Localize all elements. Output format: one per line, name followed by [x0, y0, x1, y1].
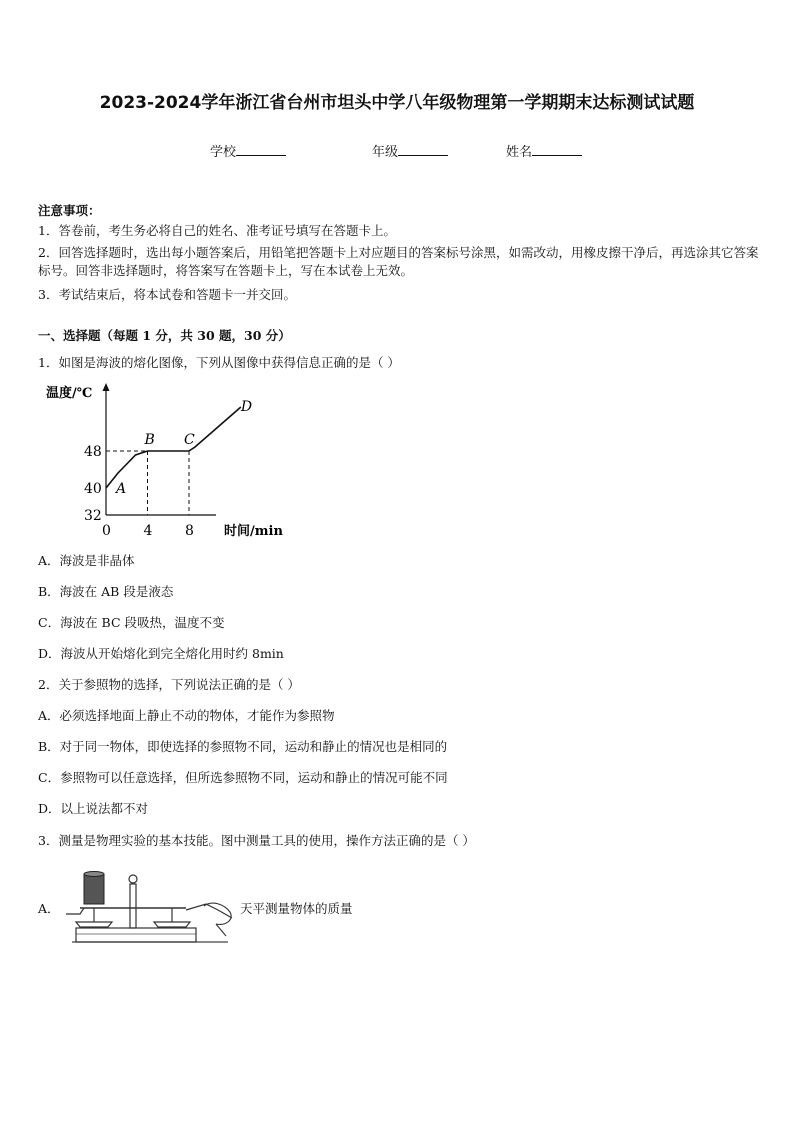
x-tick-label: 0 [102, 523, 111, 539]
x-tick-label: 8 [185, 523, 194, 539]
point-label-a: A [116, 481, 127, 497]
y-axis-arrow [103, 383, 110, 391]
y-tick-label: 40 [84, 481, 102, 497]
question-2-option-b: B．对于同一物体，即使选择的参照物不同，运动和静止的情况也是相同的 [38, 739, 448, 754]
question-3-option-a-caption: 天平测量物体的质量 [240, 901, 353, 916]
grade-field [372, 141, 448, 160]
tick-labels [84, 444, 194, 539]
school-label: 学校 [210, 145, 237, 160]
y-axis-label: 温度/℃ [46, 386, 93, 401]
question-2-option-a: A．必须选择地面上静止不动的物体，才能作为参照物 [38, 708, 335, 723]
y-tick-label: 32 [84, 508, 102, 524]
question-1-option-c: C．海波在 BC 段吸热，温度不变 [38, 615, 225, 630]
note-item-2: 2．回答选择题时，选出每小题答案后，用铅笔把答题卡上对应题目的答案标号涂黑，如需改动，用橡皮擦干净后，再选涂其它答案标号。回答非选择题时，将答案写在答题卡上，写在本试卷上无效。 [38, 245, 759, 278]
name-blank[interactable] [532, 143, 582, 156]
question-1-stem: 1．如图是海波的熔化图像，下列从图像中获得信息正确的是（ ） [38, 355, 400, 370]
x-tick-label: 4 [143, 523, 153, 539]
question-2-option-c: C．参照物可以任意选择，但所选参照物不同，运动和静止的情况可能不同 [38, 770, 448, 785]
x-axis-label: 时间/min [224, 524, 283, 539]
y-tick-label: 48 [84, 444, 102, 460]
name-field [506, 141, 582, 160]
question-2-option-d: D．以上说法都不对 [38, 801, 149, 816]
point-label-d: D [240, 399, 253, 415]
name-label: 姓名 [506, 145, 533, 160]
balance-scale-illustration [66, 870, 236, 950]
temperature-curve [106, 407, 241, 488]
question-1-option-d: D．海波从开始熔化到完全熔化用时约 8min [38, 646, 284, 661]
point-label-c: C [184, 432, 195, 448]
question-3-option-a-letter: A． [38, 901, 60, 916]
note-item-3: 3．考试结束后，将本试卷和答题卡一并交回。 [38, 287, 296, 302]
question-3-stem: 3．测量是物理实验的基本技能。图中测量工具的使用，操作方法正确的是（ ） [38, 833, 475, 848]
melting-curve-chart [38, 380, 293, 542]
question-2-stem: 2．关于参照物的选择，下列说法正确的是（ ） [38, 677, 300, 692]
grade-label: 年级 [372, 145, 399, 160]
notes-heading: 注意事项： [38, 203, 101, 218]
grade-blank[interactable] [398, 143, 448, 156]
school-blank[interactable] [236, 143, 286, 156]
exam-title: 2023-2024学年浙江省台州市坦头中学八年级物理第一学期期末达标测试试题 [99, 93, 695, 113]
question-1-option-b: B．海波在 AB 段是液态 [38, 584, 174, 599]
school-field [210, 141, 286, 160]
point-labels [114, 399, 252, 497]
point-label-b: B [144, 432, 155, 448]
note-item-1: 1．答卷前，考生务必将自己的姓名、准考证号填写在答题卡上。 [38, 223, 396, 238]
question-1-option-a: A．海波是非晶体 [38, 553, 135, 568]
section-heading: 一、选择题（每题 1 分，共 30 题，30 分） [38, 328, 291, 343]
